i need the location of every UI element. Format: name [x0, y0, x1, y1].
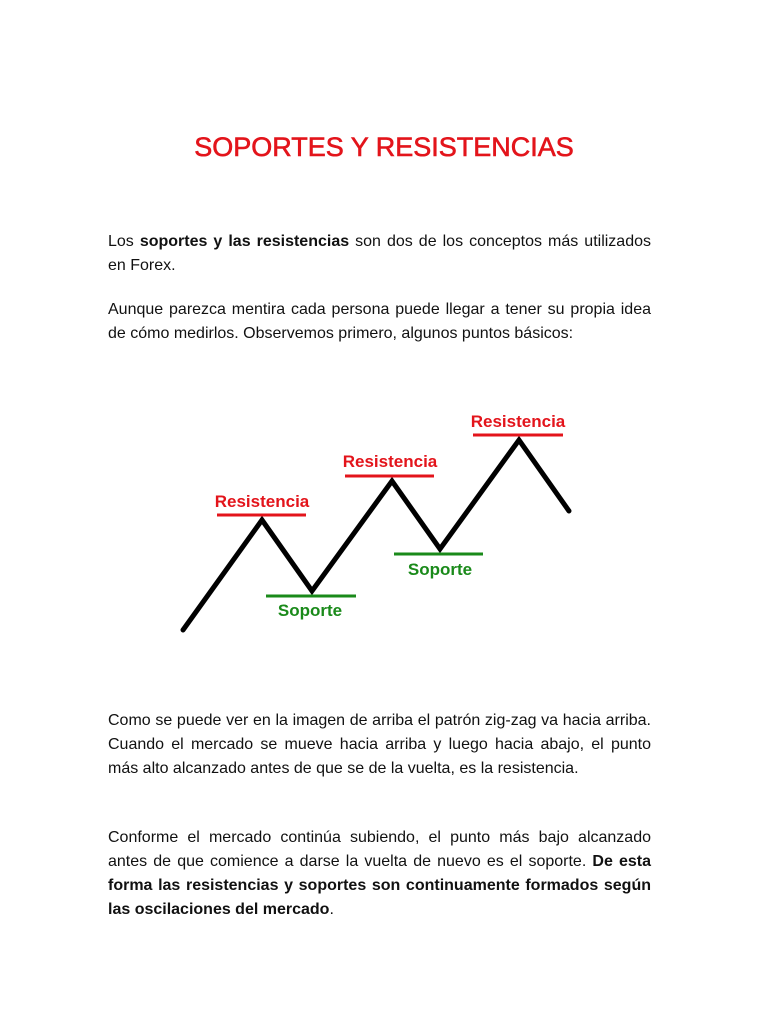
support-marker-1 — [266, 596, 356, 620]
support-label-1: Soporte — [277, 601, 343, 620]
zigzag-explanation-paragraph: Como se puede ver en la imagen de arriba el patrón zig-zag va hacia arriba. Cuando el mercado se mueve hacia arriba y luego hacia abajo, el punto más alto alcanzado antes de que se de la vuelta, es la resistencia. — [108, 712, 651, 777]
support-label-2: Soporte — [407, 560, 473, 579]
support-end: . — [329, 901, 334, 918]
resistance-label-1: Resistencia — [214, 492, 310, 511]
support-text: Conforme el mercado continúa subiendo, el punto más bajo alcanzado antes de que comience a darse la vuelta de nuevo es el soporte. — [108, 829, 651, 870]
measure-paragraph: Aunque parezca mentira cada persona puede llegar a tener su propia idea de cómo medirlos. Observemos primero, algunos puntos básicos: — [108, 301, 651, 342]
support-marker-2 — [394, 554, 483, 579]
resistance-marker-3 — [471, 412, 566, 435]
intro-suffix: son dos de los conceptos más utilizados en Forex. — [108, 233, 651, 274]
resistance-marker-2 — [343, 452, 438, 476]
resistance-label-2: Resistencia — [342, 452, 438, 471]
resistance-marker-1 — [215, 492, 310, 515]
intro-prefix: Los — [108, 233, 140, 250]
resistance-label-3: Resistencia — [470, 412, 566, 431]
support-bold-conclusion: De esta forma las resistencias y soportes son continuamente formados según las oscilaciones del mercado — [108, 853, 651, 918]
page-title: SOPORTES Y RESISTENCIAS — [194, 132, 574, 162]
intro-bold-terms: soportes y las resistencias — [139, 233, 350, 250]
support-explanation-paragraph — [108, 826, 651, 922]
